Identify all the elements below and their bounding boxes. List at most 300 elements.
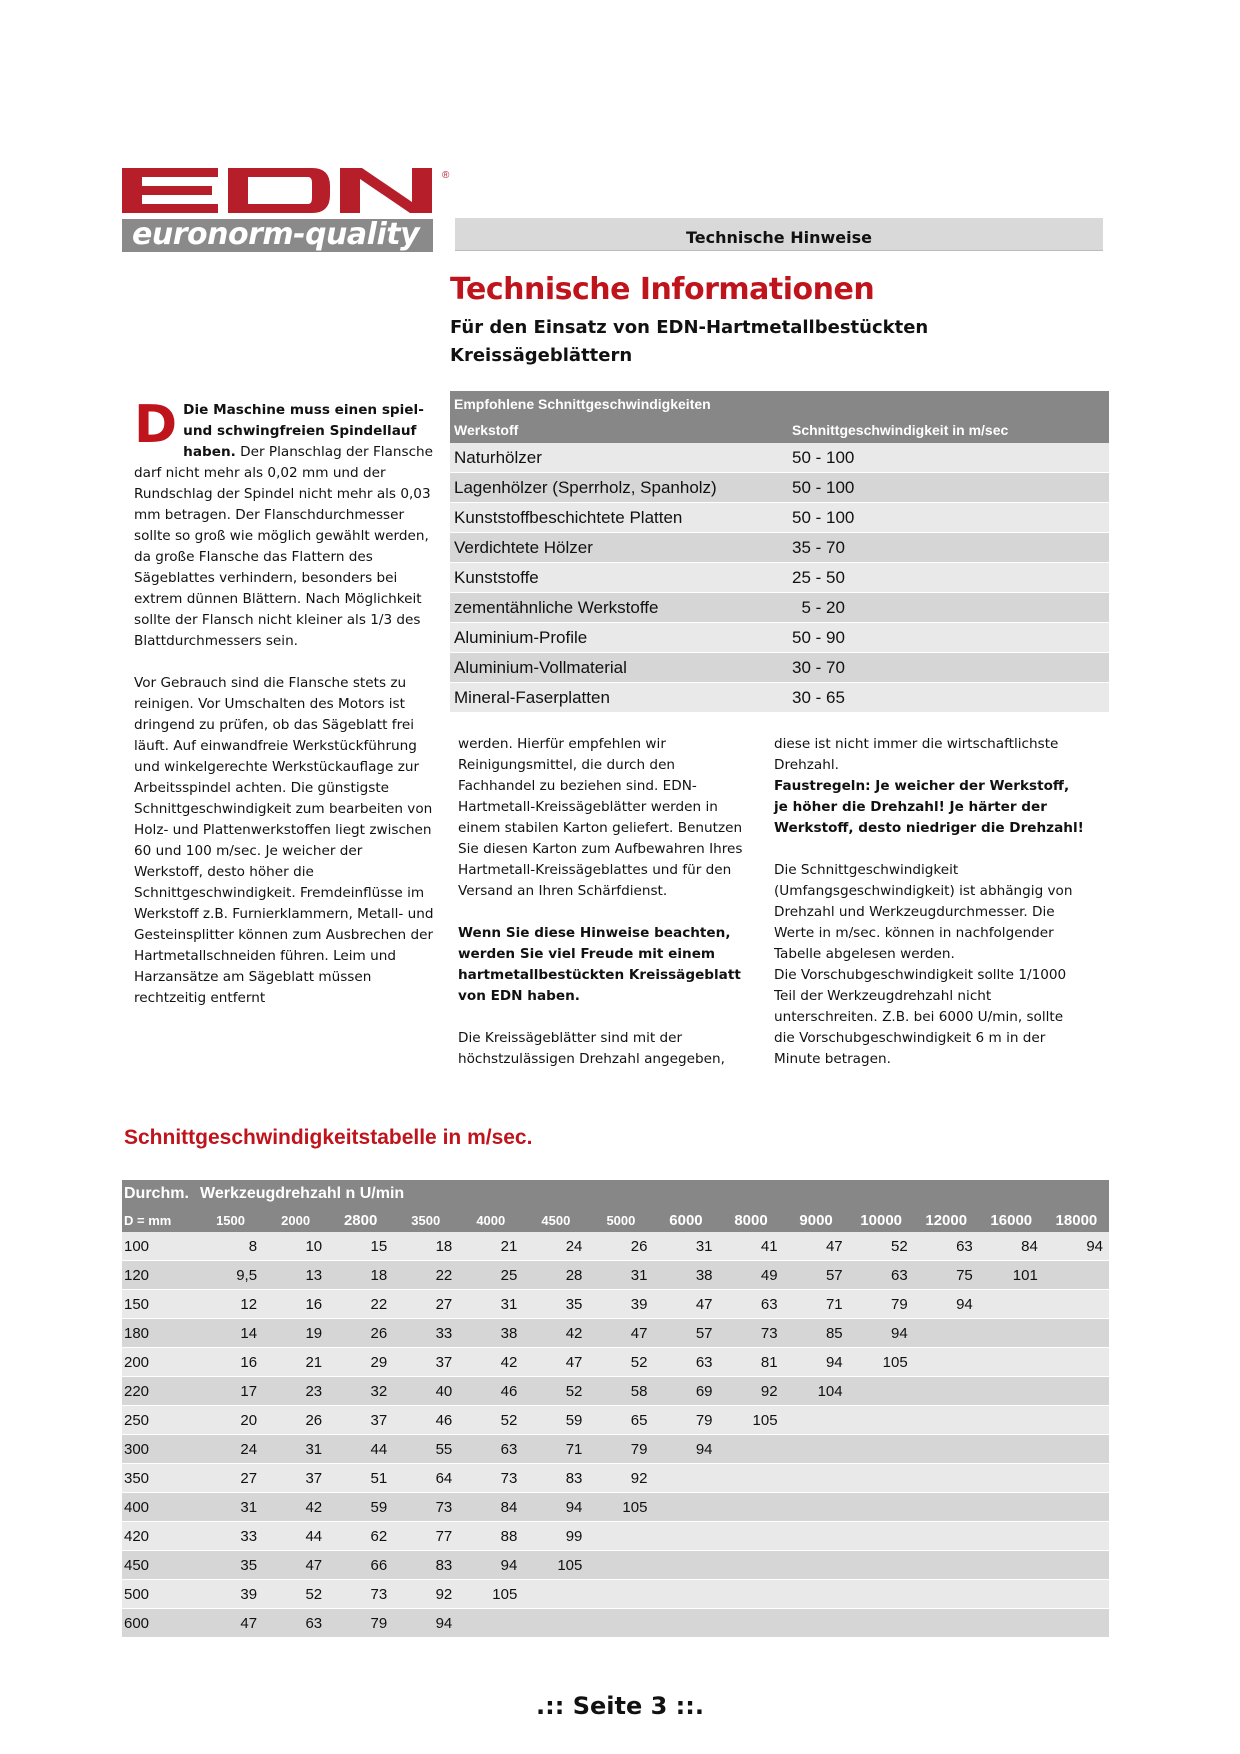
speed-cell: 9,5 xyxy=(198,1261,263,1290)
material-row xyxy=(450,533,1109,563)
speed-cell: 79 xyxy=(849,1290,914,1319)
speed-cell xyxy=(1044,1580,1109,1609)
rpm-column-header: 12000 xyxy=(914,1208,979,1232)
speed-cell xyxy=(979,1319,1044,1348)
diameter-cell: 300 xyxy=(122,1435,198,1464)
speed-cell xyxy=(849,1435,914,1464)
material-speed: 30 - 70 xyxy=(788,653,1109,683)
table-row xyxy=(122,1406,1109,1435)
left-paragraph-1 xyxy=(134,395,434,652)
recommended-speeds-caption: Empfohlene Schnittgeschwindigkeiten xyxy=(450,391,1109,417)
speed-cell xyxy=(1044,1319,1109,1348)
registered-mark: ® xyxy=(442,170,450,181)
speed-cell: 47 xyxy=(523,1348,588,1377)
speed-cell: 92 xyxy=(393,1580,458,1609)
speed-cell: 94 xyxy=(914,1290,979,1319)
recommended-speeds-body xyxy=(450,443,1109,713)
speed-cell: 71 xyxy=(784,1290,849,1319)
speed-cell: 57 xyxy=(653,1319,718,1348)
material-name: Naturhölzer xyxy=(450,443,788,473)
diameter-cell: 500 xyxy=(122,1580,198,1609)
speed-cell: 20 xyxy=(198,1406,263,1435)
speed-cell: 84 xyxy=(979,1232,1044,1261)
speed-cell xyxy=(719,1435,784,1464)
rpm-column-header: 16000 xyxy=(979,1208,1044,1232)
middle-paragraph-2 xyxy=(458,923,754,1007)
material-speed: 25 - 50 xyxy=(788,563,1109,593)
speed-cell: 105 xyxy=(523,1551,588,1580)
speed-cell xyxy=(784,1609,849,1638)
speed-cell: 73 xyxy=(458,1464,523,1493)
speed-cell: 22 xyxy=(328,1290,393,1319)
speed-cell: 37 xyxy=(263,1464,328,1493)
material-speed: 50 - 100 xyxy=(788,473,1109,503)
speed-cell: 83 xyxy=(393,1551,458,1580)
speed-cell: 33 xyxy=(198,1522,263,1551)
speed-cell: 26 xyxy=(588,1232,653,1261)
material-row xyxy=(450,443,1109,473)
speed-cell: 84 xyxy=(458,1493,523,1522)
material-row xyxy=(450,503,1109,533)
speed-cell: 58 xyxy=(588,1377,653,1406)
speed-cell: 55 xyxy=(393,1435,458,1464)
speed-cell: 46 xyxy=(458,1377,523,1406)
speed-cell: 31 xyxy=(588,1261,653,1290)
material-name: Kunststoffe xyxy=(450,563,788,593)
material-row xyxy=(450,623,1109,653)
speed-cell: 94 xyxy=(458,1551,523,1580)
speed-cell: 24 xyxy=(523,1232,588,1261)
speed-cell: 88 xyxy=(458,1522,523,1551)
speed-cell xyxy=(653,1551,718,1580)
speed-cell: 42 xyxy=(458,1348,523,1377)
speed-cell: 83 xyxy=(523,1464,588,1493)
speed-cell xyxy=(784,1522,849,1551)
speed-cell xyxy=(979,1551,1044,1580)
diameter-cell: 400 xyxy=(122,1493,198,1522)
speed-cell xyxy=(849,1377,914,1406)
speed-cell: 31 xyxy=(653,1232,718,1261)
speed-cell: 47 xyxy=(198,1609,263,1638)
speed-cell: 47 xyxy=(263,1551,328,1580)
speed-cell: 27 xyxy=(198,1464,263,1493)
rpm-column-header: 3500 xyxy=(393,1208,458,1232)
speed-cell: 37 xyxy=(393,1348,458,1377)
speed-cell: 38 xyxy=(458,1319,523,1348)
speed-column-header: Schnittgeschwindigkeit in m/sec xyxy=(788,417,1109,443)
speed-cell xyxy=(914,1493,979,1522)
speed-cell xyxy=(849,1609,914,1638)
speed-cell xyxy=(458,1609,523,1638)
speed-cell xyxy=(653,1609,718,1638)
speed-cell: 47 xyxy=(653,1290,718,1319)
logo-tagline: euronorm-quality xyxy=(132,217,420,252)
speed-cell: 105 xyxy=(719,1406,784,1435)
speed-cell xyxy=(1044,1406,1109,1435)
speed-cell xyxy=(523,1580,588,1609)
speed-cell: 63 xyxy=(849,1261,914,1290)
diameter-cell: 350 xyxy=(122,1464,198,1493)
speed-cell: 64 xyxy=(393,1464,458,1493)
table-row xyxy=(122,1580,1109,1609)
speed-cell: 59 xyxy=(523,1406,588,1435)
speed-cell xyxy=(1044,1551,1109,1580)
diameter-cell: 220 xyxy=(122,1377,198,1406)
speed-cell: 44 xyxy=(263,1522,328,1551)
speed-cell: 42 xyxy=(263,1493,328,1522)
speed-cell: 66 xyxy=(328,1551,393,1580)
material-row xyxy=(450,563,1109,593)
speed-cell xyxy=(914,1435,979,1464)
speed-cell xyxy=(719,1580,784,1609)
speed-cell: 105 xyxy=(849,1348,914,1377)
speed-cell xyxy=(849,1551,914,1580)
speed-cell: 13 xyxy=(263,1261,328,1290)
material-name: Lagenhölzer (Sperrholz, Spanholz) xyxy=(450,473,788,503)
speed-cell xyxy=(1044,1377,1109,1406)
speed-cell: 26 xyxy=(328,1319,393,1348)
speed-cell: 51 xyxy=(328,1464,393,1493)
speed-cell xyxy=(1044,1464,1109,1493)
speed-cell: 79 xyxy=(653,1406,718,1435)
speed-cell xyxy=(1044,1290,1109,1319)
right-paragraph-3-text: Die Vorschubgeschwindigkeit sollte 1/1000 Teil der Werkzeugdrehzahl nicht unterschreiten. Z.B. bei 6000 U/min, sollte die Vorschubgeschwindigkeit 6 m in der Minute betragen. xyxy=(774,967,1067,1067)
speed-cell: 63 xyxy=(653,1348,718,1377)
page-title: Technische Informationen xyxy=(450,272,875,307)
diameter-cell: 120 xyxy=(122,1261,198,1290)
speed-cell: 105 xyxy=(588,1493,653,1522)
speed-cell: 63 xyxy=(719,1290,784,1319)
speed-cell xyxy=(849,1493,914,1522)
speed-cell: 52 xyxy=(263,1580,328,1609)
speed-cell xyxy=(979,1406,1044,1435)
speed-cell: 31 xyxy=(458,1290,523,1319)
speed-cell: 63 xyxy=(263,1609,328,1638)
diameter-cell: 100 xyxy=(122,1232,198,1261)
speed-cell xyxy=(979,1290,1044,1319)
table-row xyxy=(122,1464,1109,1493)
speed-cell: 52 xyxy=(458,1406,523,1435)
table-row xyxy=(122,1319,1109,1348)
rpm-column-header: 5000 xyxy=(588,1208,653,1232)
left-paragraph-1-bold: Die Maschine muss einen spiel- und schwingfreien Spindellauf haben. xyxy=(183,402,424,460)
speed-cell: 85 xyxy=(784,1319,849,1348)
right-paragraph-2 xyxy=(774,860,1086,1070)
speed-cell: 105 xyxy=(458,1580,523,1609)
speed-cell: 52 xyxy=(849,1232,914,1261)
middle-paragraph-3: Die Kreissägeblätter sind mit der höchstzulässigen Drehzahl angegeben, xyxy=(458,1030,725,1067)
right-paragraph-2-text: Die Schnittgeschwindigkeit (Umfangsgeschwindigkeit) ist abhängig von Drehzahl und Werkzeugdurchmesser. Die Werte in m/sec. können in nachfolgender Tabelle abgelesen werden. xyxy=(774,862,1073,962)
speed-cell: 92 xyxy=(719,1377,784,1406)
speed-cell: 71 xyxy=(523,1435,588,1464)
speed-cell: 59 xyxy=(328,1493,393,1522)
edn-wordmark-icon xyxy=(122,168,442,214)
speed-cell: 17 xyxy=(198,1377,263,1406)
speed-cell xyxy=(979,1464,1044,1493)
speed-cell xyxy=(719,1464,784,1493)
table-row xyxy=(122,1232,1109,1261)
left-text-column xyxy=(134,395,434,1030)
material-row xyxy=(450,683,1109,713)
speed-cell: 81 xyxy=(719,1348,784,1377)
speed-cell: 94 xyxy=(523,1493,588,1522)
speed-cell xyxy=(914,1609,979,1638)
material-speed: 50 - 90 xyxy=(788,623,1109,653)
speed-cell: 79 xyxy=(328,1609,393,1638)
speed-cell xyxy=(784,1493,849,1522)
speed-cell: 73 xyxy=(328,1580,393,1609)
speed-cell: 63 xyxy=(458,1435,523,1464)
rpm-column-header: 2000 xyxy=(263,1208,328,1232)
speed-cell xyxy=(849,1406,914,1435)
rpm-column-header: 18000 xyxy=(1044,1208,1109,1232)
diameter-cell: 420 xyxy=(122,1522,198,1551)
left-paragraph-1-rest: Der Planschlag der Flansche darf nicht mehr als 0,02 mm und der Rundschlag der Spindel nicht mehr als 0,03 mm betragen. Der Flanschdurchmesser sollte so groß wie möglich gewählt werden, da große Flansche das Flattern des Sägeblattes verhindern, besonders bei extrem dünnen Blättern. Nach Möglichkeit sollte der Flansch nicht kleiner als 1/3 des Blattdurchmessers sein. xyxy=(134,444,434,649)
speed-cell: 16 xyxy=(263,1290,328,1319)
material-name: Mineral-Faserplatten xyxy=(450,683,788,713)
diameter-header: Durchm. xyxy=(122,1180,198,1208)
speed-cell: 52 xyxy=(588,1348,653,1377)
diameter-cell: 250 xyxy=(122,1406,198,1435)
speed-cell xyxy=(653,1522,718,1551)
material-speed: 5 - 20 xyxy=(788,593,1109,623)
speed-cell: 73 xyxy=(393,1493,458,1522)
speed-cell xyxy=(719,1493,784,1522)
speed-cell: 18 xyxy=(328,1261,393,1290)
speed-cell xyxy=(784,1435,849,1464)
speed-cell xyxy=(653,1493,718,1522)
speed-cell xyxy=(523,1609,588,1638)
table-row xyxy=(122,1377,1109,1406)
speed-cell xyxy=(979,1493,1044,1522)
speed-cell xyxy=(849,1522,914,1551)
table-row xyxy=(122,1522,1109,1551)
speed-cell xyxy=(979,1580,1044,1609)
rpm-column-header: 4500 xyxy=(523,1208,588,1232)
speed-cell: 28 xyxy=(523,1261,588,1290)
speed-cell: 29 xyxy=(328,1348,393,1377)
speed-cell: 63 xyxy=(914,1232,979,1261)
middle-paragraph-1: werden. Hierfür empfehlen wir Reinigungsmittel, die durch den Fachhandel zu beziehen sind. EDN-Hartmetall-Kreissägeblätter werden in einem stabilen Karton geliefert. Benutzen Sie diesen Karton zum Aufbewahren Ihres Hartmetall-Kreissägeblattes und für den Versand an Ihren Schärfdienst. xyxy=(458,736,743,899)
speed-cell xyxy=(719,1609,784,1638)
speed-cell xyxy=(1044,1609,1109,1638)
speed-cell: 57 xyxy=(784,1261,849,1290)
speed-cell xyxy=(914,1348,979,1377)
speed-cell xyxy=(914,1464,979,1493)
speed-cell: 92 xyxy=(588,1464,653,1493)
rpm-column-header: 2800 xyxy=(328,1208,393,1232)
edn-logo xyxy=(122,168,452,252)
speed-cell: 16 xyxy=(198,1348,263,1377)
diameter-cell: 600 xyxy=(122,1609,198,1638)
diameter-cell: 200 xyxy=(122,1348,198,1377)
speed-cell xyxy=(979,1522,1044,1551)
speed-cell: 79 xyxy=(588,1435,653,1464)
material-column-header: Werkstoff xyxy=(450,417,788,443)
speed-cell xyxy=(914,1319,979,1348)
material-row xyxy=(450,653,1109,683)
speed-cell xyxy=(979,1435,1044,1464)
speed-cell: 35 xyxy=(198,1551,263,1580)
material-row xyxy=(450,473,1109,503)
speed-cell xyxy=(1044,1522,1109,1551)
section-header-title: Technische Hinweise xyxy=(686,228,872,247)
rpm-column-header: 6000 xyxy=(653,1208,718,1232)
speed-cell: 62 xyxy=(328,1522,393,1551)
speed-cell xyxy=(1044,1261,1109,1290)
speed-cell xyxy=(914,1406,979,1435)
rpm-column-header: 4000 xyxy=(458,1208,523,1232)
diameter-cell: 450 xyxy=(122,1551,198,1580)
speed-cell: 21 xyxy=(458,1232,523,1261)
table-row xyxy=(122,1551,1109,1580)
material-speed: 50 - 100 xyxy=(788,503,1109,533)
speed-cell: 101 xyxy=(979,1261,1044,1290)
material-name: Kunststoffbeschichtete Platten xyxy=(450,503,788,533)
rpm-column-header: 10000 xyxy=(849,1208,914,1232)
table-row xyxy=(122,1261,1109,1290)
speed-cell xyxy=(849,1464,914,1493)
speed-cell xyxy=(653,1580,718,1609)
section-header-bar xyxy=(455,218,1103,251)
speed-cell: 14 xyxy=(198,1319,263,1348)
speed-cell: 44 xyxy=(328,1435,393,1464)
speed-cell: 23 xyxy=(263,1377,328,1406)
speed-cell xyxy=(719,1522,784,1551)
speed-cell xyxy=(588,1609,653,1638)
rpm-column-header: 8000 xyxy=(719,1208,784,1232)
speed-cell xyxy=(588,1522,653,1551)
speed-cell xyxy=(1044,1435,1109,1464)
speed-cell xyxy=(784,1551,849,1580)
speed-cell: 10 xyxy=(263,1232,328,1261)
speed-cell: 40 xyxy=(393,1377,458,1406)
speed-cell: 73 xyxy=(719,1319,784,1348)
speed-cell: 99 xyxy=(523,1522,588,1551)
rpm-values-row xyxy=(122,1208,1109,1232)
speed-cell: 52 xyxy=(523,1377,588,1406)
material-name: zementähnliche Werkstoffe xyxy=(450,593,788,623)
material-name: Aluminium-Profile xyxy=(450,623,788,653)
speed-cell xyxy=(784,1406,849,1435)
speed-cell: 37 xyxy=(328,1406,393,1435)
speed-cell xyxy=(588,1580,653,1609)
material-row xyxy=(450,593,1109,623)
speed-cell: 94 xyxy=(784,1348,849,1377)
speed-cell: 31 xyxy=(198,1493,263,1522)
speed-cell: 94 xyxy=(393,1609,458,1638)
speed-table-title: Schnittgeschwindigkeitstabelle in m/sec. xyxy=(124,1126,533,1149)
speed-cell: 33 xyxy=(393,1319,458,1348)
speed-cell xyxy=(914,1522,979,1551)
middle-paragraph-2-bold: Wenn Sie diese Hinweise beachten, werden Sie viel Freude mit einem hartmetallbestückten Kreissägeblatt von EDN haben. xyxy=(458,925,741,1004)
material-name: Aluminium-Vollmaterial xyxy=(450,653,788,683)
speed-cell: 47 xyxy=(588,1319,653,1348)
speed-cell xyxy=(719,1551,784,1580)
speed-cell: 39 xyxy=(588,1290,653,1319)
drop-cap: D xyxy=(134,395,178,455)
speed-cell: 32 xyxy=(328,1377,393,1406)
speed-cell xyxy=(914,1580,979,1609)
speed-cell xyxy=(588,1551,653,1580)
rpm-column-header: 9000 xyxy=(784,1208,849,1232)
speed-cell: 77 xyxy=(393,1522,458,1551)
speed-cell xyxy=(979,1348,1044,1377)
speed-cell xyxy=(849,1580,914,1609)
speed-cell: 25 xyxy=(458,1261,523,1290)
speed-cell: 15 xyxy=(328,1232,393,1261)
speed-cell xyxy=(914,1377,979,1406)
material-name: Verdichtete Hölzer xyxy=(450,533,788,563)
middle-text-column xyxy=(458,734,754,1091)
speed-cell: 22 xyxy=(393,1261,458,1290)
speed-cell: 69 xyxy=(653,1377,718,1406)
cutting-speed-body xyxy=(122,1232,1109,1638)
speed-cell: 39 xyxy=(198,1580,263,1609)
speed-cell: 46 xyxy=(393,1406,458,1435)
speed-cell: 41 xyxy=(719,1232,784,1261)
speed-cell: 19 xyxy=(263,1319,328,1348)
recommended-speeds-table xyxy=(450,391,1109,713)
speed-cell: 35 xyxy=(523,1290,588,1319)
page-number: .:: Seite 3 ::. xyxy=(536,1692,704,1720)
speed-cell: 47 xyxy=(784,1232,849,1261)
right-paragraph-1 xyxy=(774,734,1086,839)
right-text-column xyxy=(774,734,1086,1091)
rpm-header: Werkzeugdrehzahl n U/min xyxy=(198,1180,1109,1208)
speed-cell: 12 xyxy=(198,1290,263,1319)
speed-cell: 94 xyxy=(653,1435,718,1464)
speed-cell: 24 xyxy=(198,1435,263,1464)
table-row xyxy=(122,1435,1109,1464)
speed-cell: 65 xyxy=(588,1406,653,1435)
material-speed: 35 - 70 xyxy=(788,533,1109,563)
speed-cell xyxy=(914,1551,979,1580)
cutting-speed-table xyxy=(122,1180,1109,1638)
speed-cell: 8 xyxy=(198,1232,263,1261)
speed-cell xyxy=(1044,1493,1109,1522)
right-paragraph-1-text: diese ist nicht immer die wirtschaftlichste Drehzahl. xyxy=(774,736,1059,773)
rpm-column-header: 1500 xyxy=(198,1208,263,1232)
speed-cell: 38 xyxy=(653,1261,718,1290)
speed-cell: 21 xyxy=(263,1348,328,1377)
speed-cell: 104 xyxy=(784,1377,849,1406)
material-speed: 30 - 65 xyxy=(788,683,1109,713)
speed-cell: 75 xyxy=(914,1261,979,1290)
material-speed: 50 - 100 xyxy=(788,443,1109,473)
diameter-unit-header: D = mm xyxy=(122,1208,198,1232)
speed-cell: 26 xyxy=(263,1406,328,1435)
speed-cell: 27 xyxy=(393,1290,458,1319)
speed-cell: 18 xyxy=(393,1232,458,1261)
speed-cell xyxy=(979,1609,1044,1638)
speed-cell xyxy=(653,1464,718,1493)
speed-cell: 42 xyxy=(523,1319,588,1348)
speed-cell: 31 xyxy=(263,1435,328,1464)
diameter-cell: 150 xyxy=(122,1290,198,1319)
speed-cell xyxy=(784,1464,849,1493)
speed-cell: 49 xyxy=(719,1261,784,1290)
speed-cell: 94 xyxy=(1044,1232,1109,1261)
rule-of-thumb: Faustregeln: Je weicher der Werkstoff, je höher die Drehzahl! Je härter der Werkstoff, desto niedriger die Drehzahl! xyxy=(774,778,1084,836)
table-row xyxy=(122,1609,1109,1638)
speed-cell xyxy=(784,1580,849,1609)
speed-cell xyxy=(979,1377,1044,1406)
speed-cell xyxy=(1044,1348,1109,1377)
diameter-cell: 180 xyxy=(122,1319,198,1348)
table-row xyxy=(122,1493,1109,1522)
page-subtitle: Für den Einsatz von EDN-Hartmetallbestückten Kreissägeblättern xyxy=(450,317,929,366)
